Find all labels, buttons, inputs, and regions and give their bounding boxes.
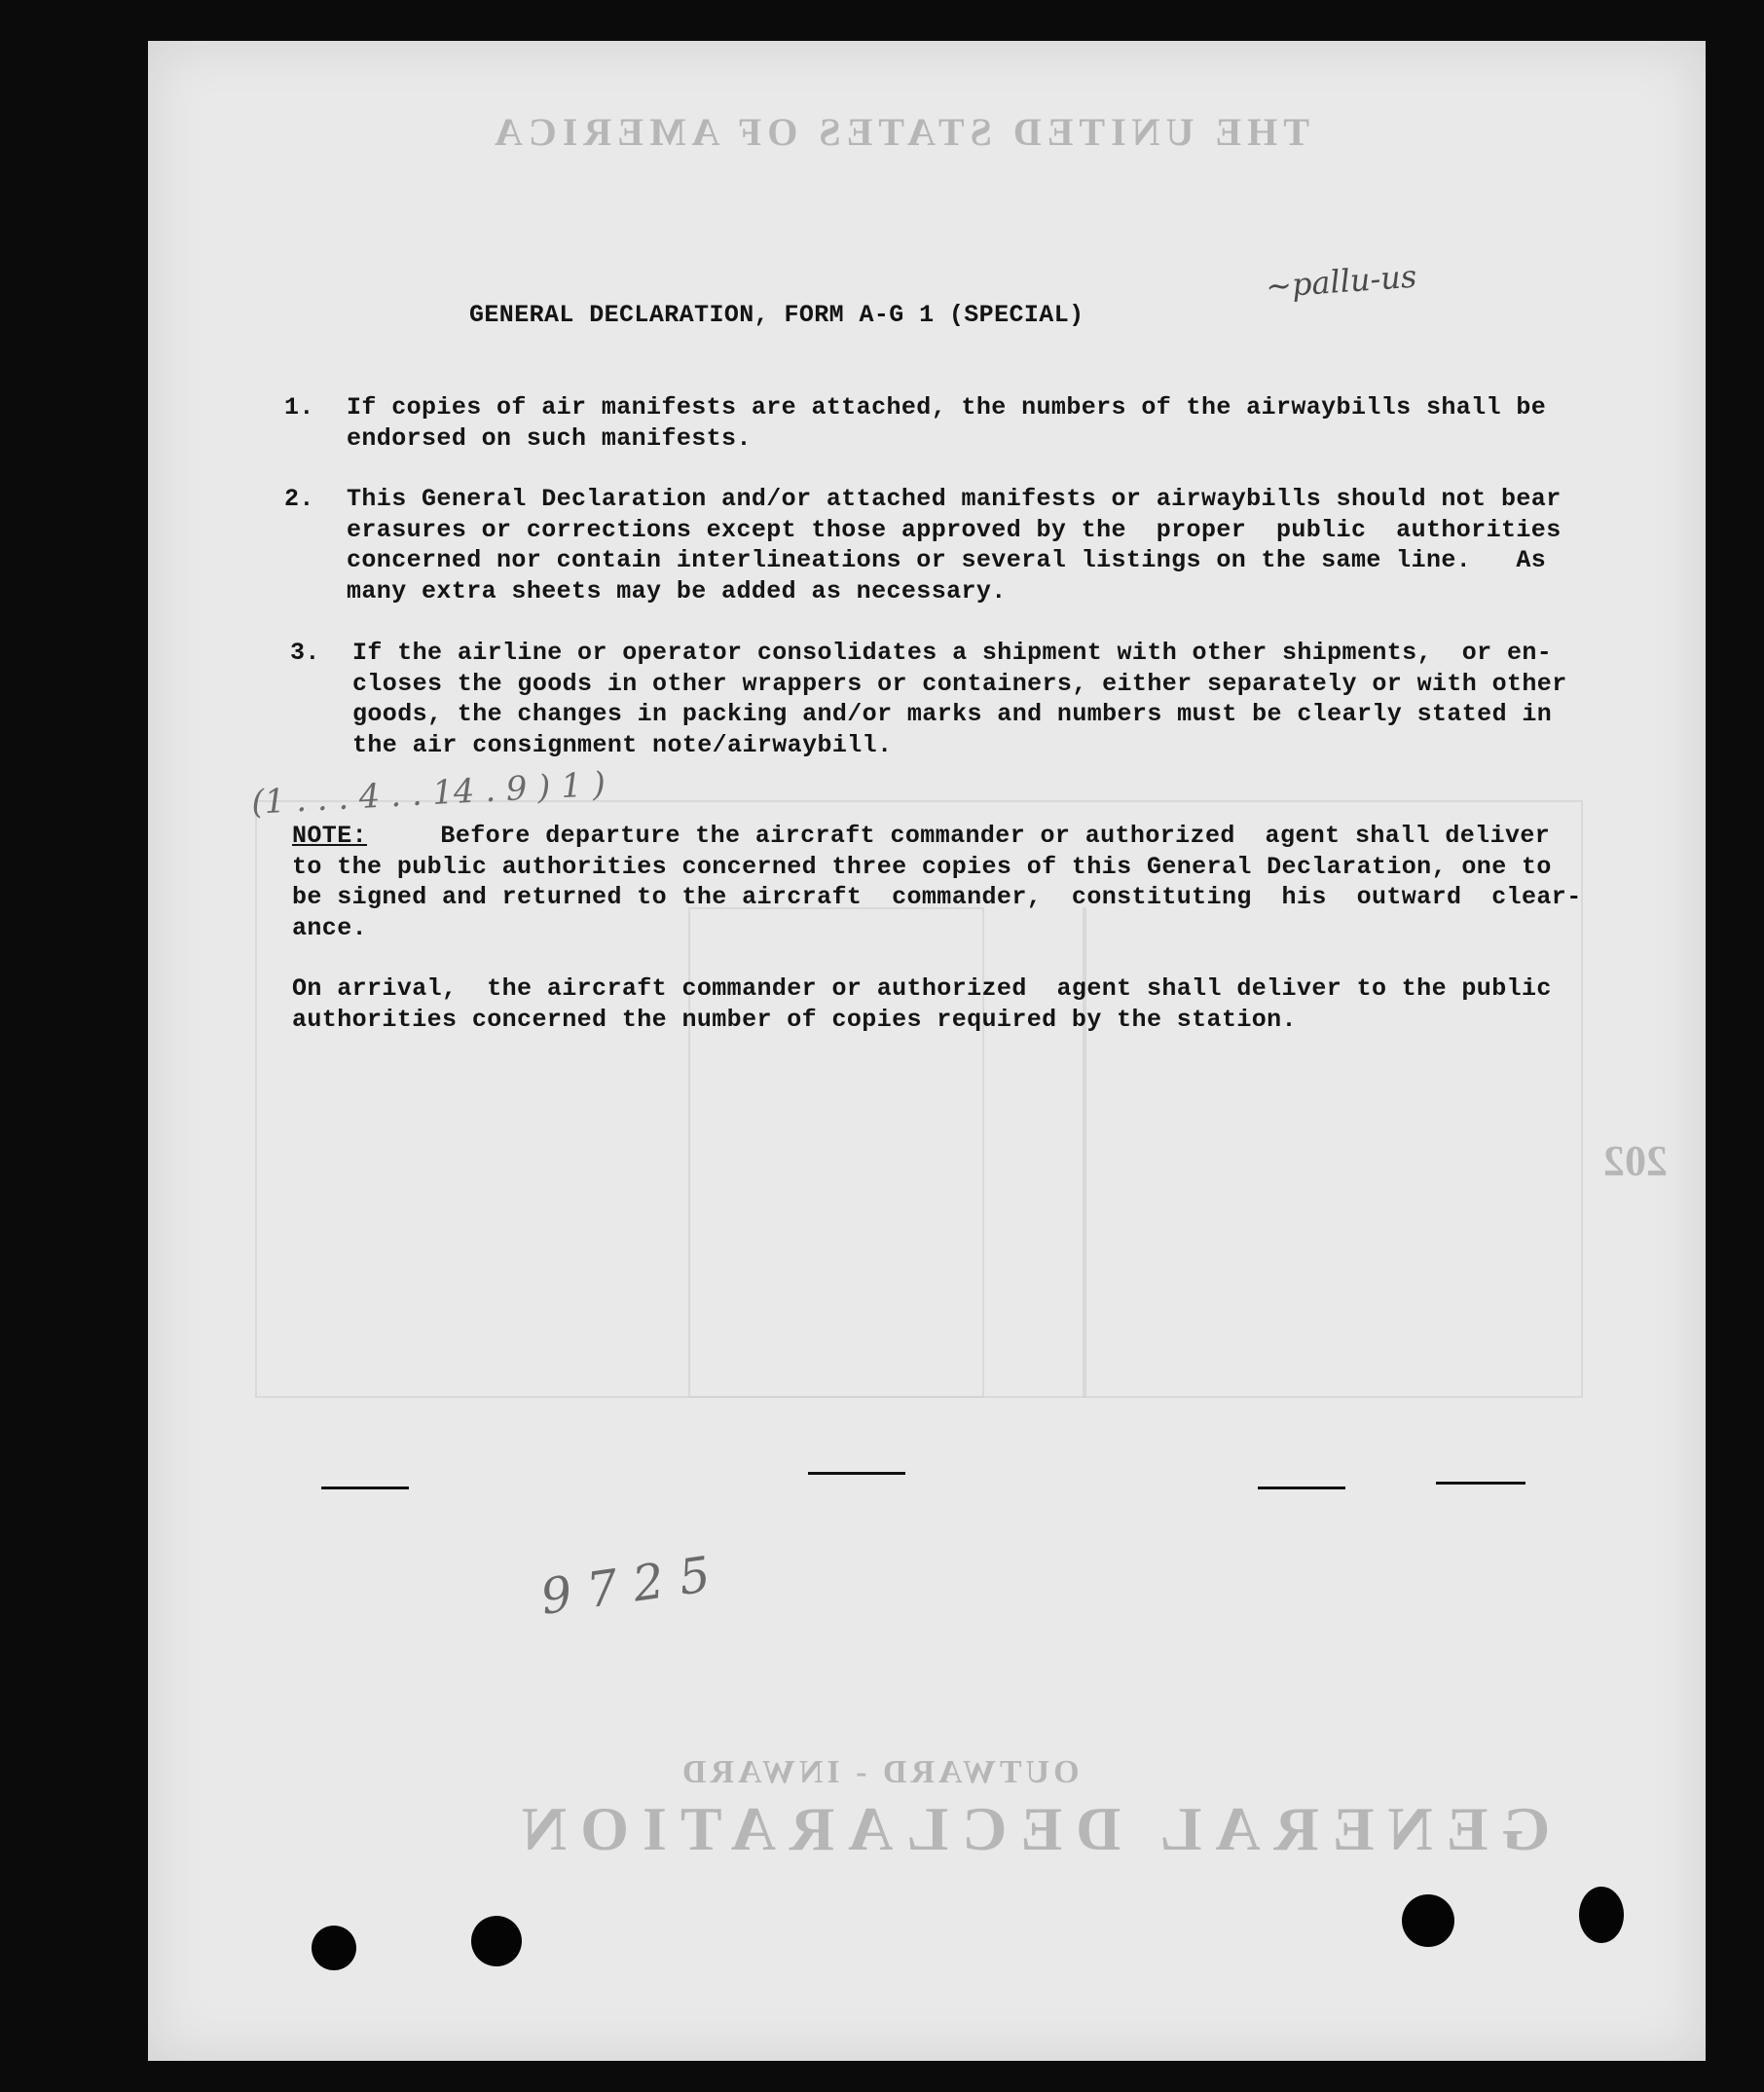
punch-hole (312, 1926, 356, 1970)
handwritten-number: 9 7 2 5 (536, 1546, 715, 1626)
text-line: erasures or corrections except those approved by the proper public authorities (347, 515, 1562, 544)
text-line: be signed and returned to the aircraft commander, constituting his outward clear- (292, 883, 1582, 911)
handwritten-scribble: ~pallu-us (1264, 257, 1418, 306)
dash-mark (1258, 1486, 1345, 1489)
text-line: the air consignment note/airwaybill. (352, 730, 893, 759)
text-line: to the public authorities concerned three copies of this General Declaration, one to (292, 852, 1552, 881)
arrival-paragraph (292, 973, 1552, 1035)
bleed-through-heading: GENERAL DECLARATION (508, 1794, 1551, 1863)
text-line: Before departure the aircraft commander or authorized agent shall deliver (350, 822, 1551, 850)
note-label: NOTE: (292, 822, 368, 850)
page-title: GENERAL DECLARATION, FORM A-G 1 (SPECIAL) (469, 301, 1084, 329)
text-line: concerned nor contain interlineations or several listings on the same line. As (347, 546, 1547, 574)
text-line: many extra sheets may be added as necessary. (347, 576, 1007, 606)
text-line: endorsed on such manifests. (347, 423, 752, 453)
bleed-through-number: 202 (1603, 1137, 1668, 1185)
list-item-number: 2. (284, 485, 314, 513)
list-item-number: 3. (290, 639, 320, 667)
document-page (148, 41, 1706, 2061)
punch-hole (1579, 1887, 1624, 1943)
text-line: If copies of air manifests are attached, the numbers of the airwaybills shall be (347, 393, 1547, 422)
punch-hole (1402, 1894, 1454, 1947)
text-line: goods, the changes in packing and/or marks and numbers must be clearly stated in (352, 700, 1553, 728)
text-line: On arrival, the aircraft commander or authorized agent shall deliver to the public (292, 974, 1552, 1003)
bleed-through-subheading: OUTWARD - INWARD (679, 1754, 1080, 1790)
list-item-number: 1. (284, 393, 314, 422)
text-line: This General Declaration and/or attached manifests or airwaybills should not bear (347, 485, 1562, 513)
text-line: closes the goods in other wrappers or containers, either separately or with other (352, 669, 1567, 698)
dash-mark (808, 1472, 905, 1475)
note-paragraph (292, 821, 1582, 943)
list-item-text (352, 638, 1567, 760)
punch-hole (471, 1916, 522, 1966)
handwritten-annotation: (1 . . . 4 . . 14 . 9 ) 1 ) (250, 764, 617, 823)
bleed-through-line: THE UNITED STATES OF AMERICA (489, 110, 1309, 154)
list-item-text (347, 484, 1562, 606)
list-item-text (347, 392, 1546, 454)
text-line: If the airline or operator consolidates a shipment with other shipments, or en- (352, 639, 1553, 667)
dash-mark (321, 1486, 409, 1489)
text-line: ance. (292, 913, 368, 942)
text-line: authorities concerned the number of copies required by the station. (292, 1005, 1297, 1034)
dash-mark (1436, 1482, 1525, 1485)
